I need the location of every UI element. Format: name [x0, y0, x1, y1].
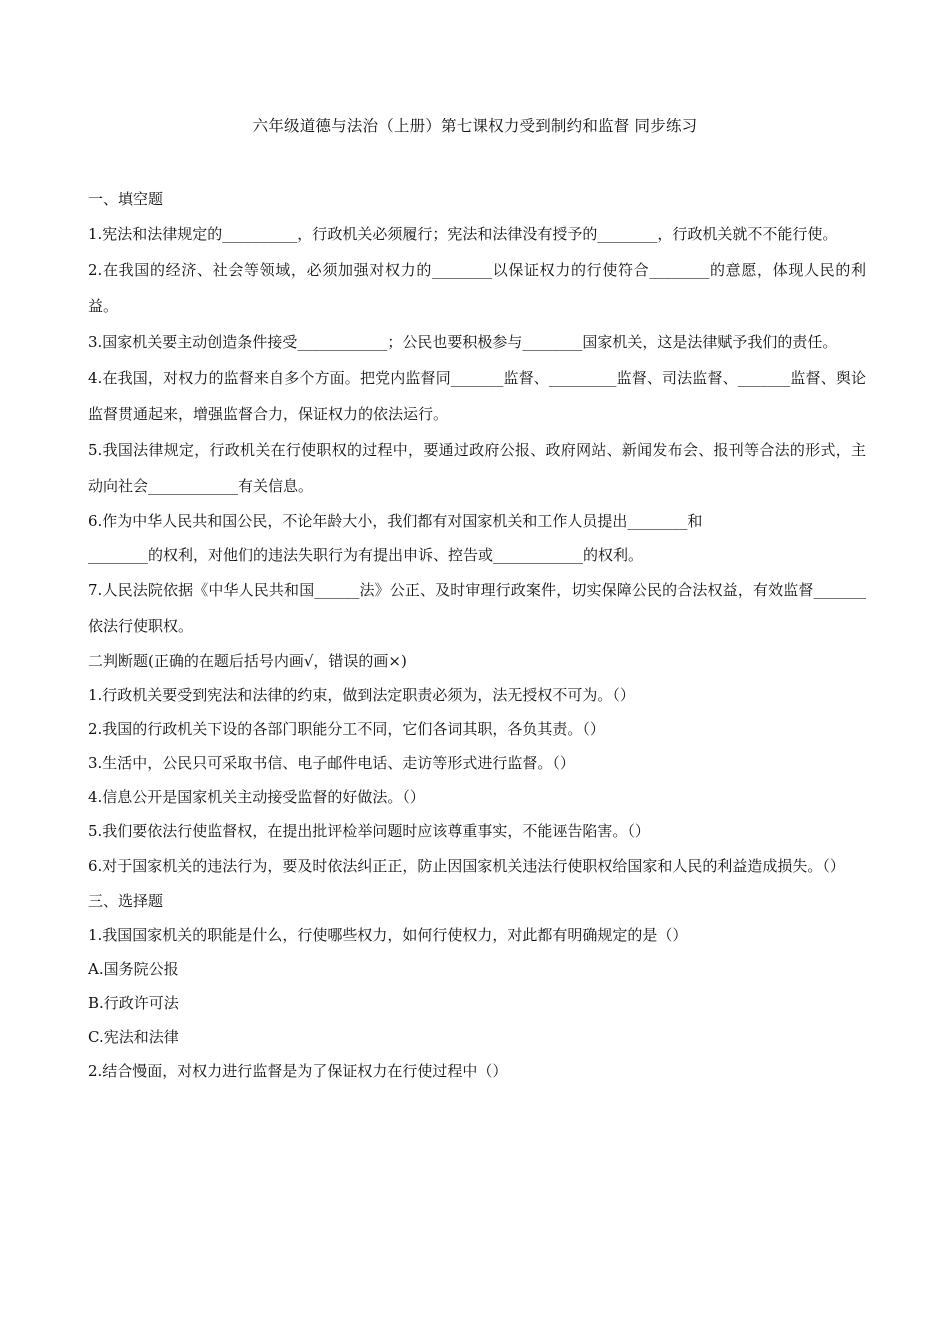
- true-false-question-6: 6.对于国家机关的违法行为，要及时依法纠正正，防止因国家机关违法行使职权给国家和人民的利益造成损失。（）: [88, 857, 845, 875]
- fill-blank-question-3: 3.国家机关要主动创造条件接受____________；公民也要积极参与________国家机关，这是法律赋予我们的责任。: [88, 333, 838, 351]
- choice-question-1-option-c: C.宪法和法律: [88, 1028, 179, 1046]
- fill-blank-question-6-line-1: 6.作为中华人民共和国公民，不论年龄大小，我们都有对国家机关和工作人员提出________和: [88, 512, 703, 530]
- choice-question-1-option-b: B.行政许可法: [88, 994, 179, 1012]
- section-heading-true-false: 二判断题(正确的在题后括号内画√，错误的画×): [88, 652, 407, 670]
- fill-blank-question-6-line-2: ________的权利，对他们的违法失职行为有提出申诉、控告或____________的权利。: [88, 546, 644, 564]
- true-false-question-4: 4.信息公开是国家机关主动接受监督的好做法。（）: [88, 788, 425, 806]
- true-false-question-5: 5.我们要依法行使监督权，在提出批评检举问题时应该尊重事实，不能诬告陷害。（）: [88, 822, 650, 840]
- choice-question-1-option-a: A.国务院公报: [88, 960, 179, 978]
- document-body: [88, 182, 866, 1088]
- document-title: 六年级道德与法治（上册）第七课权力受到制约和监督 同步练习: [252, 117, 698, 135]
- fill-blank-question-2: 2.在我国的经济、社会等领域，必须加强对权力的________以保证权力的行使符合________的意愿，体现人民的利益。: [88, 261, 866, 315]
- section-heading-multiple-choice: 三、选择题: [88, 892, 164, 910]
- true-false-question-3: 3.生活中，公民只可采取书信、电子邮件电话、走访等形式进行监督。（）: [88, 754, 575, 772]
- fill-blank-question-4: 4.在我国，对权力的监督来自多个方面。把党内监督同_______监督、_________监督、司法监督、_______监督、舆论监督贯通起来，增强监督合力，保证权力的依法运行。: [88, 369, 866, 423]
- choice-question-2: 2.结合慢面，对权力进行监督是为了保证权力在行使过程中（）: [88, 1062, 508, 1080]
- section-heading-fill-blank: 一、填空题: [88, 190, 164, 208]
- true-false-question-2: 2.我国的行政机关下设的各部门职能分工不同，它们各词其职，各负其责。（）: [88, 720, 605, 738]
- fill-blank-question-5: 5.我国法律规定，行政机关在行使职权的过程中，要通过政府公报、政府网站、新闻发布会、报刊等合法的形式，主动向社会____________有关信息。: [88, 441, 866, 495]
- true-false-question-1: 1.行政机关要受到宪法和法律的约束，做到法定职责必须为，法无授权不可为。（）: [88, 686, 635, 704]
- fill-blank-question-1: 1.宪法和法律规定的__________，行政机关必须履行；宪法和法律没有授予的________，行政机关就不不能行使。: [88, 225, 838, 243]
- choice-question-1: 1.我国国家机关的职能是什么，行使哪些权力，如何行使权力，对此都有明确规定的是（）: [88, 926, 688, 944]
- fill-blank-question-7: 7.人民法院依据《中华人民共和国______法》公正、及时审理行政案件，切实保障公民的合法权益，有效监督_______依法行使职权。: [88, 581, 866, 635]
